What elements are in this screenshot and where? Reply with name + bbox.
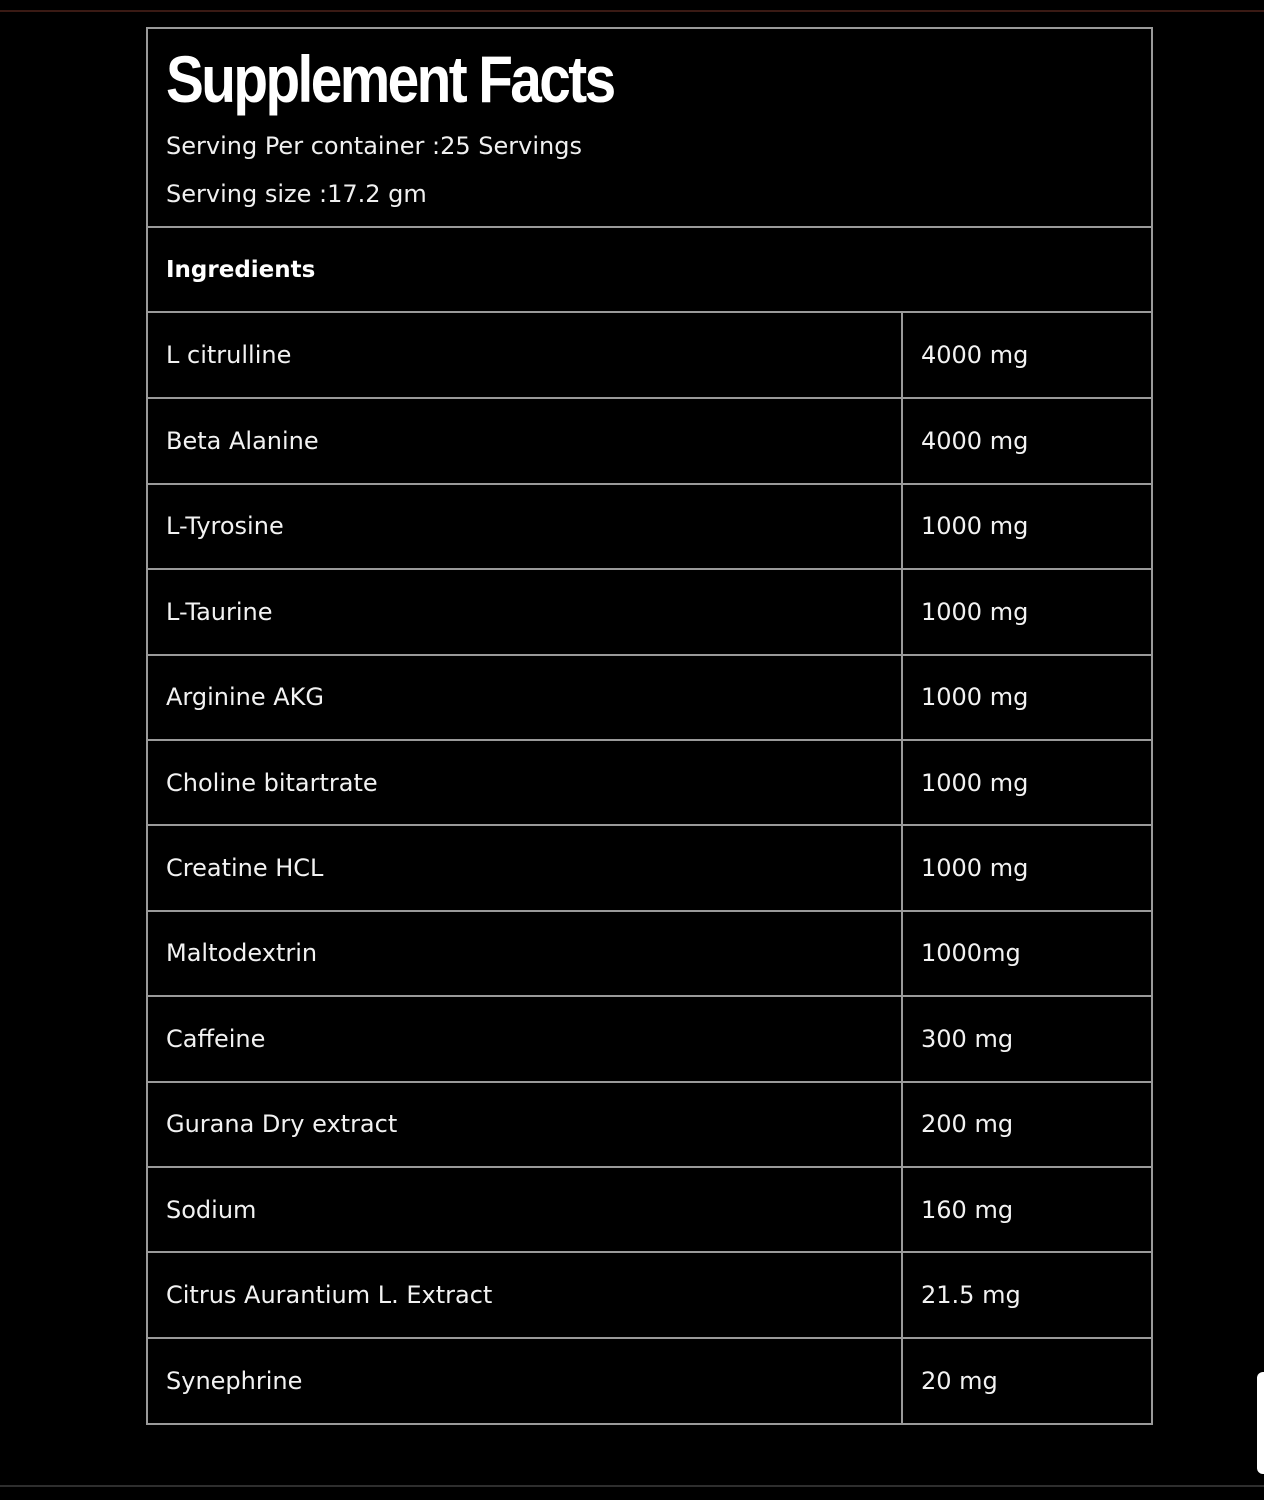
ingredient-name: Maltodextrin — [148, 911, 902, 996]
table-row — [148, 740, 1151, 825]
top-divider — [0, 10, 1264, 12]
ingredient-name: Synephrine — [148, 1338, 902, 1423]
ingredient-amount: 1000 mg — [902, 569, 1151, 654]
table-row — [148, 569, 1151, 654]
table-row — [148, 1167, 1151, 1252]
table-row — [148, 484, 1151, 569]
table-row — [148, 1338, 1151, 1423]
table-row — [148, 911, 1151, 996]
ingredient-name: Beta Alanine — [148, 398, 902, 483]
facts-title: Supplement Facts — [166, 42, 614, 116]
ingredient-name: Arginine AKG — [148, 655, 902, 740]
side-scroll-tab[interactable] — [1257, 1372, 1264, 1474]
table-row — [148, 1252, 1151, 1337]
ingredient-name: Sodium — [148, 1167, 902, 1252]
ingredient-name: L-Tyrosine — [148, 484, 902, 569]
ingredient-amount: 1000mg — [902, 911, 1151, 996]
ingredient-amount: 300 mg — [902, 996, 1151, 1081]
table-row — [148, 655, 1151, 740]
ingredient-amount: 1000 mg — [902, 655, 1151, 740]
ingredient-amount: 21.5 mg — [902, 1252, 1151, 1337]
ingredient-amount: 1000 mg — [902, 484, 1151, 569]
ingredient-name: Citrus Aurantium L. Extract — [148, 1252, 902, 1337]
supplement-facts-panel — [146, 27, 1153, 1425]
ingredient-name: L citrulline — [166, 341, 292, 370]
serving-size: Serving size :17.2 gm — [166, 180, 427, 208]
table-row — [148, 1082, 1151, 1167]
table-row — [148, 313, 1151, 398]
table-row — [148, 996, 1151, 1081]
ingredient-amount: 160 mg — [902, 1167, 1151, 1252]
table-row — [148, 398, 1151, 483]
table-row — [148, 825, 1151, 910]
ingredient-amount: 20 mg — [902, 1338, 1151, 1423]
ingredient-amount: 4000 mg — [902, 313, 1151, 398]
ingredient-name: Choline bitartrate — [148, 740, 902, 825]
ingredient-amount: 4000 mg — [902, 398, 1151, 483]
servings-per-container: Serving Per container :25 Servings — [166, 132, 582, 160]
ingredient-name: L-Taurine — [148, 569, 902, 654]
ingredient-amount: 1000 mg — [902, 825, 1151, 910]
ingredient-name: Caffeine — [148, 996, 902, 1081]
ingredient-amount: 200 mg — [902, 1082, 1151, 1167]
bottom-divider — [0, 1485, 1264, 1487]
ingredient-name: Creatine HCL — [148, 825, 902, 910]
ingredients-table — [148, 313, 1151, 1423]
ingredient-name: Gurana Dry extract — [148, 1082, 902, 1167]
facts-header — [148, 29, 1151, 228]
ingredient-amount: 1000 mg — [902, 740, 1151, 825]
ingredients-heading: Ingredients — [148, 228, 1151, 313]
